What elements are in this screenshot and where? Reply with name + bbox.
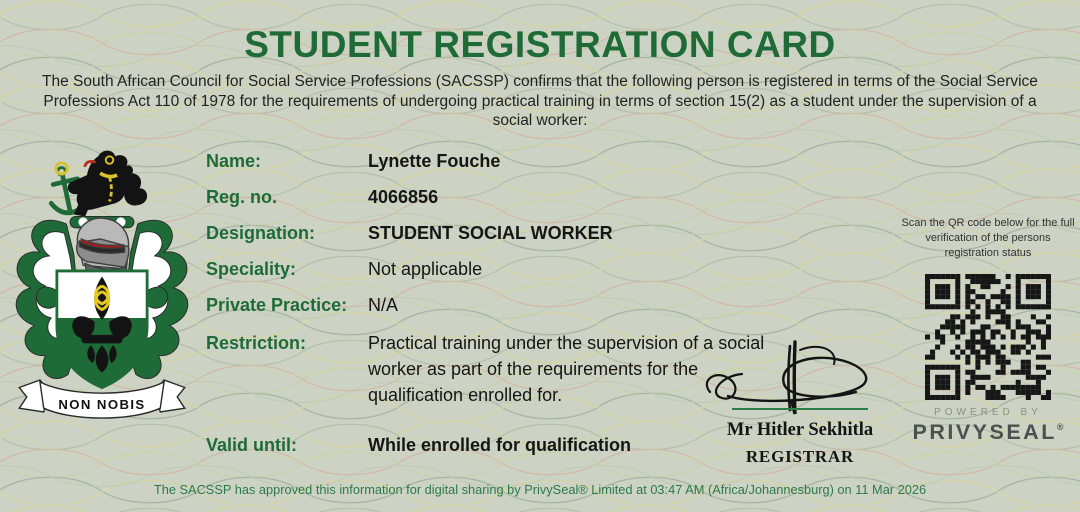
field-valid-until [206, 434, 766, 456]
page-title: STUDENT REGISTRATION CARD [244, 24, 836, 65]
field-reg-no-value: 4066856 [368, 187, 439, 207]
field-private-practice-label: Private Practice: [206, 295, 348, 315]
qr-instruction-text: Scan the QR code below for the full verification of the persons registration status [901, 217, 1075, 259]
field-speciality [206, 258, 766, 280]
qr-verification-block [898, 216, 1078, 445]
registered-trademark-symbol: ® [1056, 422, 1064, 432]
registrar-name: Mr Hitler Sekhitla [726, 420, 874, 440]
field-name-value: Lynette Fouche [368, 151, 501, 171]
field-speciality-value: Not applicable [368, 259, 483, 279]
field-valid-until-value: While enrolled for qualification [368, 435, 632, 455]
qr-code [925, 274, 1051, 400]
field-restriction-value: Practical training under the supervision of a social worker as part of the requirements for the qualification enrolled for. [368, 333, 765, 405]
field-reg-no [206, 186, 766, 208]
field-valid-until-label: Valid until: [206, 435, 298, 455]
field-reg-no-label: Reg. no. [206, 187, 277, 207]
registrar-title: REGISTRAR [745, 447, 855, 466]
field-speciality-label: Speciality: [206, 259, 297, 279]
field-designation-value: STUDENT SOCIAL WORKER [368, 223, 613, 243]
signature-underline [732, 408, 868, 410]
field-name [206, 150, 766, 172]
field-private-practice [206, 294, 766, 316]
field-name-label: Name: [206, 151, 262, 171]
powered-by-label: POWERED BY [934, 407, 1042, 418]
field-restriction-label: Restriction: [206, 333, 307, 353]
sacssp-coat-of-arms [8, 147, 196, 425]
intro-text: The South African Council for Social Service Professions (SACSSP) confirms that the following person is registered in terms of the Social Service Professions Act 110 of 1978 for the requirements of undergoing practical training in terms of section 15(2) as a student under the supervision of a social worker: [42, 73, 1038, 129]
registrar-signature [698, 340, 888, 418]
registration-fields [206, 150, 766, 470]
privyseal-logo [898, 420, 1078, 445]
shield [57, 271, 147, 388]
field-restriction [206, 330, 766, 408]
privyseal-wordmark: PRIVYSEAL [912, 420, 1057, 444]
lion-crest [68, 151, 147, 217]
crest-motto: NON NOBIS [58, 397, 146, 413]
field-designation-label: Designation: [206, 223, 316, 243]
field-designation [206, 222, 766, 244]
field-private-practice-value: N/A [368, 295, 399, 315]
approval-footer-text: The SACSSP has approved this information for digital sharing by PrivySeal® Limited at 03:47 AM (Africa/Johannesburg) on 11 Mar 2026 [153, 482, 927, 497]
